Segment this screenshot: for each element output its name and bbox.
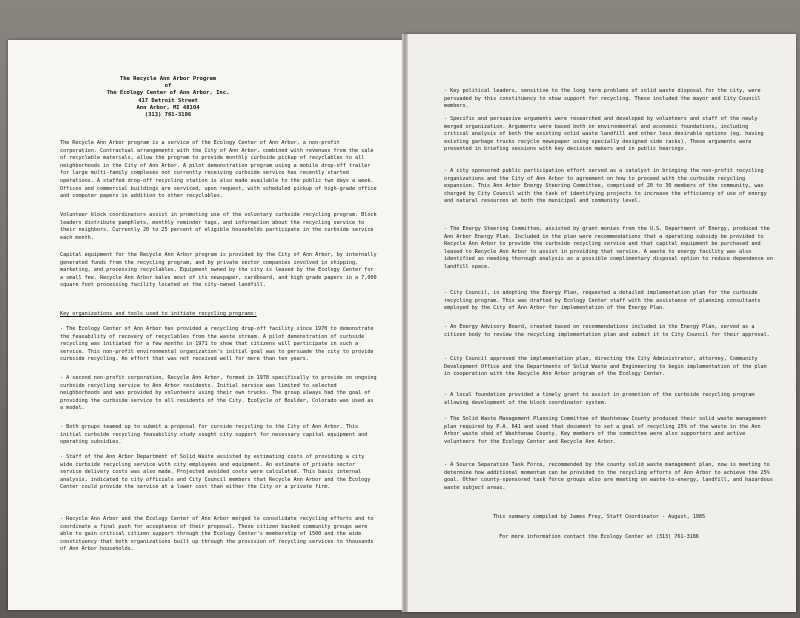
street-address: 417 Detroit Street (138, 97, 198, 104)
paragraph-volunteers: Volunteer block coordinators assist in promoting use of the voluntary curbside recycling program. Block leaders distribute pamphlets, monthly reminder tags, and information about the recycling service to their neighbors. Currently 20 to 25 percent of eligible households participate in the curbside service each month. (60, 212, 377, 241)
summary-credit: This summary compiled by James Frey, Staff Coordinator - August, 1985 (492, 514, 706, 520)
list-item-ecology-center: - The Ecology Center of Ann Arbor has provided a recycling drop-off facility since 1970 to demonstrate the feasability of recovery of recyclables from the waste stream. A pilot demonstration of curbside recycling was initiated for a few months in 1971 to show that citizens will participate in such a service. This non-profit environmental organization's initial goal was to persuade the city to provide curbside recycling. An effort that was not received well for more than ten years. (60, 326, 374, 363)
list-item-energy-advisory-board: - An Energy Advisory Board, created based on recommendations included in the Energy Plan, served as a citizen body to review the recycling implementation plan and submit it to City Council for their approval. (444, 324, 770, 338)
city-address: Ann Arbor, MI 48104 (136, 104, 200, 111)
phone-number: (313) 761-3186 (144, 112, 192, 119)
list-item-implementation-approval: - City Council approved the implementation plan, directing the City Administrator, attorney, Community Development Office and the Departments of Solid Waste and Engineering to begin implementation of the plan in cooperation with the Recycle Ann Arbor program of the Ecology Center. (444, 356, 767, 378)
list-item-merger: - Recycle Ann Arbor and the Ecology Center of Ann Arbor merged to consolidate recycling efforts and to coordinate a final push for acceptance of their proposal. These citizen backed community groups were able to gain critical citizen support through the Ecology Center's membership of 1500 and the wide constituency that both organizations built up through the provision of recycling services to thousands of Ann Arbor households. (60, 516, 374, 553)
list-item-county-planning-committee: - The Solid Waste Management Planning Committee of Washtenaw County produced their solid waste management plan required by P.A. 641 and used that document to set a goal of recycling 25% of the waste in the Ann Arbor waste shed of Washtenaw County. Key members of the committee were also supporters and active volunteers for the Ecology Center and Recycle Ann Arbor. (444, 416, 767, 445)
section-heading: Key organizations and tools used to initiate recycling programs: (60, 311, 257, 317)
list-item-recycle-ann-arbor: - A second non-profit corporation, Recycle Ann Arbor, formed in 1978 specifically to provide on ongoing curbside recycling service to Ann Arbor residents. Initial service was limited to selected neighborhoods and was provided by volunteers using their own trucks. The group always had the goal of providing the curbside service to all residents of the City. EcoCycle of Boulder, Colorado was used as a model. (60, 375, 377, 412)
list-item-proposal: - Both groups teamed up to submit a proposal for curside recycling to the City of Ann Arbor. This initial curbside recycling feasability study sought city support for necessary capital equipment and operating subsidies. (60, 424, 368, 446)
list-item-political-leaders: - Key political leaders, sensitive to the long term problems of solid waste disposal for the city, were persuaded by this constituency to show support for recycling. These included the mayor and City Council members. (444, 88, 761, 110)
letterhead (8, 76, 328, 119)
list-item-task-force: - A Source Separation Task Force, recommended by the county solid waste management plan, now is meeting to determine how additional momentum can be provided to the recycling efforts of Ann Arbor to achieve the 25% goal. Other county-sponsored task force groups also are meeting on waste-to-energy, landfill, and hazardous waste subject areas. (444, 462, 773, 491)
of-line: of (164, 83, 172, 90)
organization-name: The Ecology Center of Ann Arbor, Inc. (106, 90, 230, 97)
document-page-left (8, 40, 406, 610)
list-item-city-council-plan: - City Council, in adopting the Energy Plan, requested a detailed implementation plan for the curbside recycling program. This was drafted by Ecology Center staff with the assistance of planning consultants employed by the City of Ann Arbor for implementation of the Energy Plan. (444, 290, 761, 312)
contact-info: For more information contact the Ecology Center at (313) 761-3186 (499, 534, 699, 540)
list-item-local-foundation: - A local foundation provided a timely grant to assist in promotion of the curbside recycling program allowing development of the block coordinator system. (444, 392, 755, 406)
paragraph-intro: The Recycle Ann Arbor program is a service of the Ecology Center of Ann Arbor, a non-profit corporation. Contractual arrangements with the City of Ann Arbor, combined with revenues from the sale of recyclable materials, allow the program to provide monthly curbside pickup of recyclables to all neighborhoods in the City of Ann Arbor. A pilot demonstration program using a mobile drop-off trailer for large multi-family complexes not currently receiving curbside service has recently started operations. A staffed drop-off recycling station is also made available to the public two days a week. Offices and commercial buildings are serviced, upon request, with scheduled pickup of high-grade office and computer papers in addition to other recyclables. (60, 140, 377, 200)
list-item-arguments: - Specific and persuasive arguments were researched and developed by volunteers and staff of the newly merged organization. Arguments were based both on environmental and economic foundations, including critical analysis of both the existing solid waste landfill and other less desirable options (eg. having existing garbage trucks recycle newspaper using specially designed side racks). These arguments were presented in briefing sessions with key decision makers and in public hearings. (444, 116, 764, 153)
paragraph-equipment: Capital equipment for the Recycle Ann Arbor program is provided by the City of Ann Arbor, by internally generated funds from the recycling program, and by private sector companies involved in shipping, marketing, and processing recyclables. Equipment owned by the city is leased by the Ecology Center for a small fee. Recycle Ann Arbor bales most of its newspaper, cardboard, and high grade papers in a 7,000 square foot processing facility located at the city-owned landfill. (60, 252, 377, 289)
list-item-solid-waste-dept: - Staff of the Ann Arbor Department of Solid Waste assisted by estimating costs of providing a city wide curbside recycling service with city employees and equipment. An estimate of private sector service delivery costs was also made. Projected avoided costs were calculated. This basic internal analysis, indicated to city officials and City Council members that Recycle Ann Arbor and the Ecology Center could provide the service at a lower cost than either the City or a private firm. (60, 454, 371, 491)
program-title: The Recycle Ann Arbor Program (119, 76, 217, 82)
document-page-right (404, 34, 796, 612)
list-item-public-participation: - A city sponsored public participation effort served as a catalyst in bringing the non-profit recycling organizations and the City of Ann Arbor to agreement on how to proceed with the curbside recycling expansion. This Ann Arbor Energy Steering Committee, comprised of 20 to 30 members of the community, was charged by City Council with the task of identifying projects to increase the efficiency of use of energy and natural resources at both the municipal and community level. (444, 168, 767, 205)
list-item-energy-plan: - The Energy Steering Committee, assisted by grant monies from the U.S. Department of Energy, produced the Ann Arbor Energy Plan. Included in the plan were recommendations that a operating subsidy be provided to Recycle Ann Arbor to provide the curbside recycling service and that capital equipment be purchased and leased to Recycle Ann Arbor to assist in providing that service. A waste to energy facility was also identified as needing thorough analysis as a possible complimentary disposal option to reduce dependence on landfill space. (444, 226, 773, 270)
page-fold (402, 34, 408, 612)
